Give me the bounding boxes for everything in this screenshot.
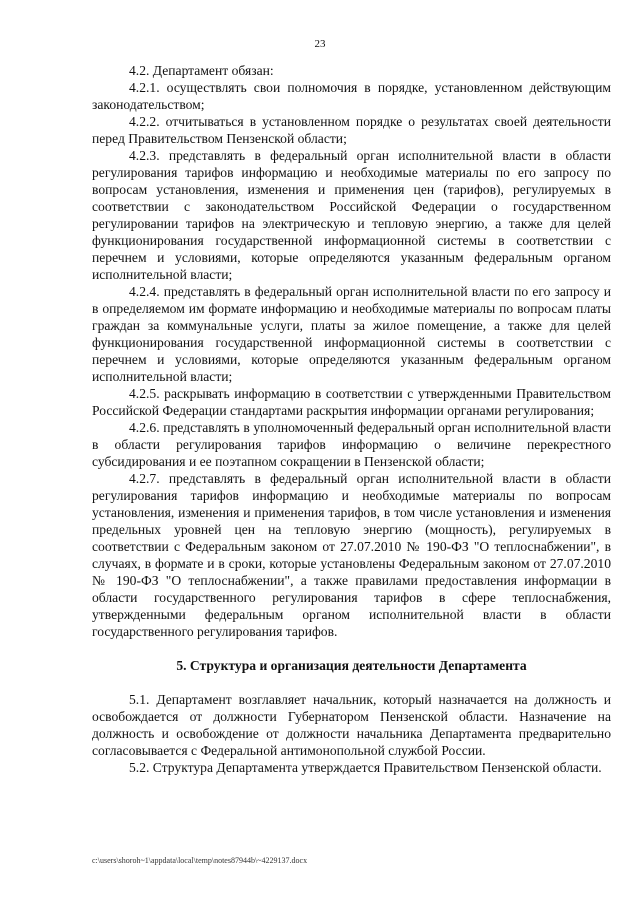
section-5-heading: 5. Структура и организация деятельности Департамента [176,658,527,673]
paragraph-4-2-2: 4.2.2. отчитываться в установленном порядке о результатах своей деятельности перед Правительством Пензенской области; [92,114,611,146]
paragraph-4-2-5: 4.2.5. раскрывать информацию в соответствии с утвержденными Правительством Российской Федерации стандартами раскрытия информации органами регулирования; [92,386,611,418]
paragraph-4-2-7: 4.2.7. представлять в федеральный орган исполнительной власти в области регулирования тарифов информацию и необходимые материалы по вопросам установления, изменения и применения тарифов, в том числе установления и изменения предельных уровней цен на тепловую энергию (мощность), регулируемых в соответствии с Федеральным законом от 27.07.2010 № 190-ФЗ "О теплоснабжении", в случаях, в формате и в сроки, которые установлены Федеральным законом от 27.07.2010 № 190-ФЗ "О теплоснабжении", а также правилами предоставления информации в области государственного регулирования тарифов в сфере теплоснабжения, утвержденными федеральным органом исполнительной власти в области государственного регулирования тарифов. [92,471,611,639]
paragraph-4-2: 4.2. Департамент обязан: [129,63,274,78]
footer-file-path: c:\users\shoroh~1\appdata\local\temp\notes87944b\~4229137.docx [92,856,308,865]
paragraph-4-2-4: 4.2.4. представлять в федеральный орган исполнительной власти по его запросу и в определяемом им формате информацию и необходимые материалы по вопросам платы граждан за коммунальные услуги, платы за жилое помещение, а также для целей функционирования государственной информационной системы в соответствии с перечнем и условиями, которые определяются указанным федеральным органом исполнительной власти; [92,284,611,384]
paragraph-4-2-3: 4.2.3. представлять в федеральный орган исполнительной власти в области регулирования тарифов информацию и необходимые материалы по его запросу по вопросам установления, изменения и применения цен (тарифов), регулируемых в соответствии с законодательством Российской Федерации о государственном регулировании тарифов на электрическую и тепловую энергию, а также для целей функционирования государственной информационной системы в соответствии с перечнем и условиями, которые определяются указанным федеральным органом исполнительной власти; [92,148,611,282]
paragraph-4-2-1: 4.2.1. осуществлять свои полномочия в порядке, установленном действующим законодательством; [92,80,611,112]
paragraph-4-2-6: 4.2.6. представлять в уполномоченный федеральный орган исполнительной власти в области регулирования тарифов информацию о величине перекрестного субсидирования и ее поэтапном сокращении в Пензенской области; [92,420,611,469]
paragraph-5-1: 5.1. Департамент возглавляет начальник, который назначается на должность и освобождается от должности Губернатором Пензенской области. Назначение на должность и освобождение от должности начальника Департамента предварительно согласовывается с Федеральной антимонопольной службой России. [92,692,611,758]
paragraph-5-2: 5.2. Структура Департамента утверждается Правительством Пензенской области. [129,760,602,775]
page-number: 23 [314,38,326,50]
document-body [92,62,611,776]
